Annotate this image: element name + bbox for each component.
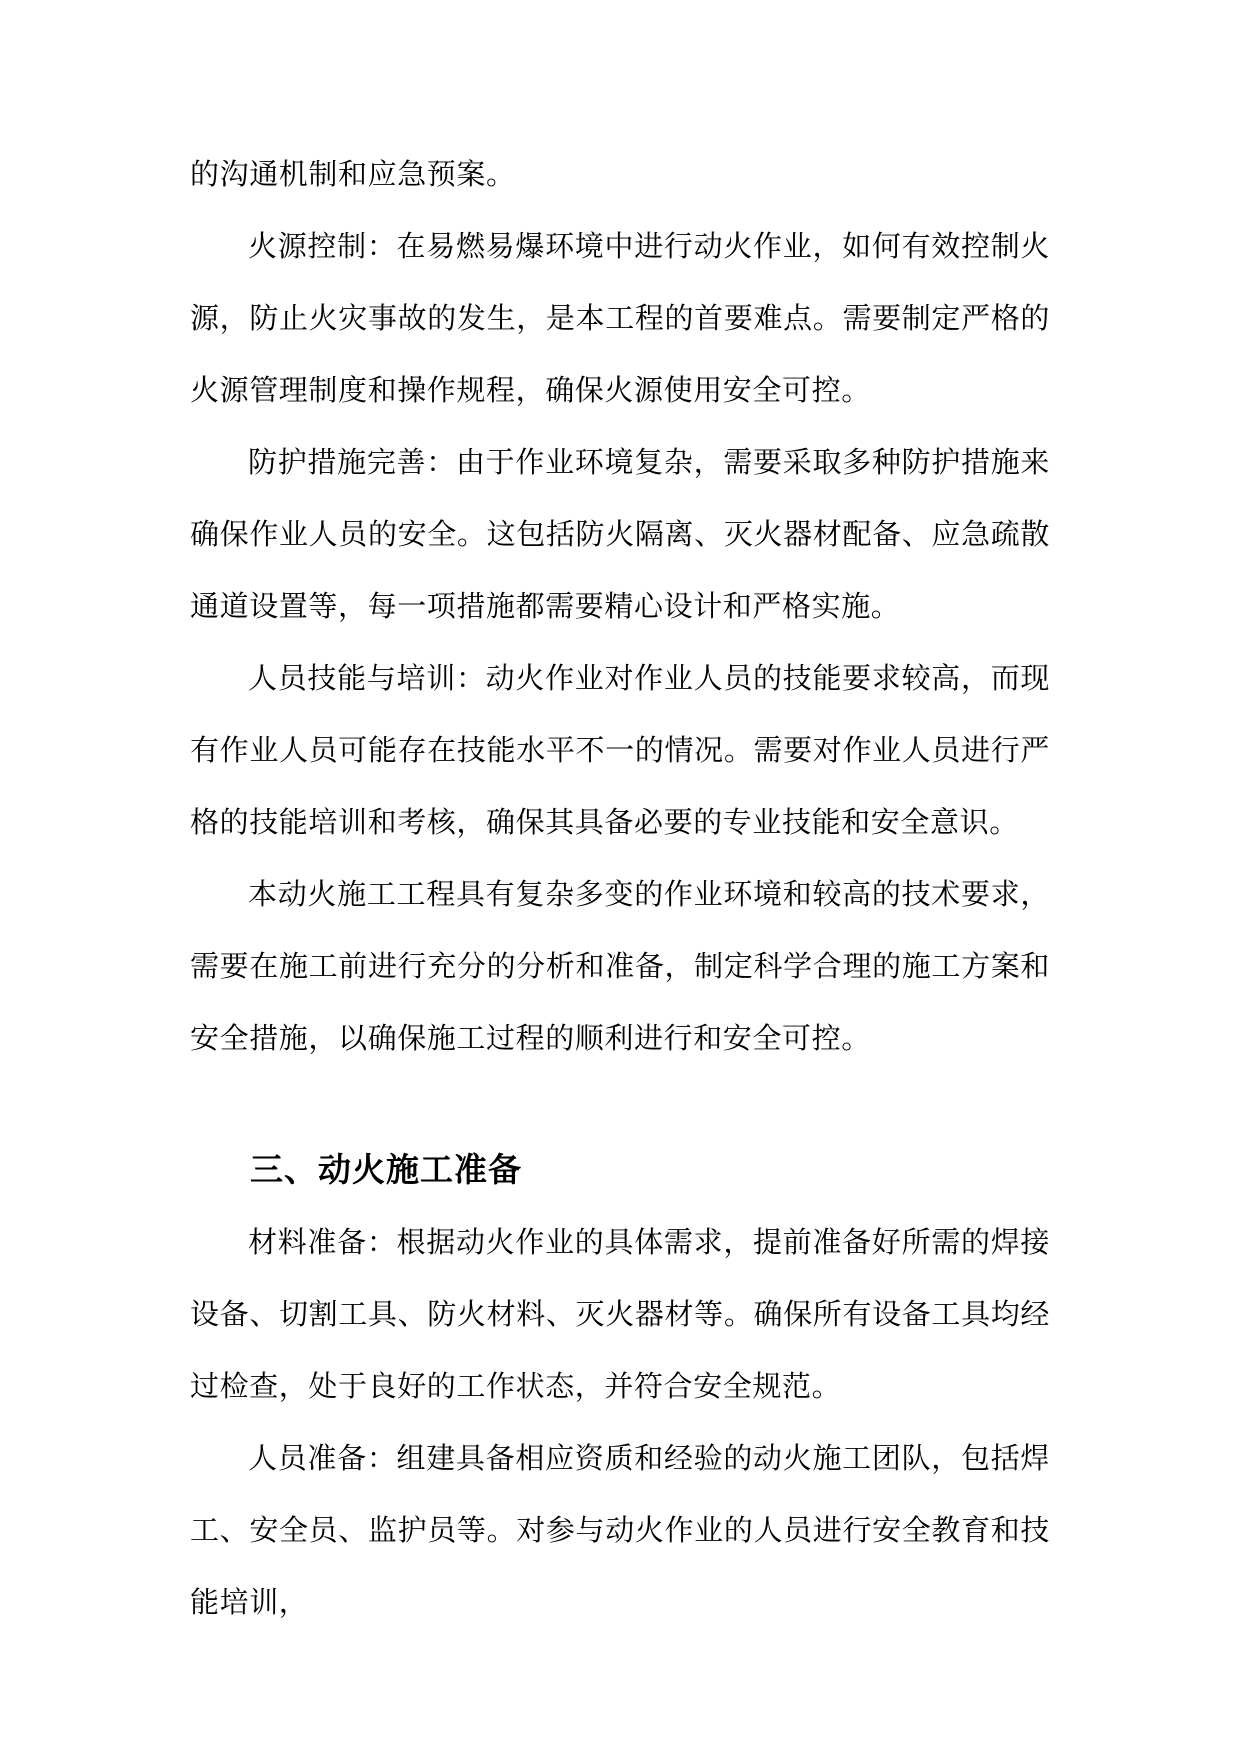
paragraph-continuation: 的沟通机制和应急预案。 bbox=[190, 157, 516, 191]
paragraph-protective-measures: 防护措施完善：由于作业环境复杂，需要采取多种防护措施来确保作业人员的安全。这包括防火隔离、灭火器材配备、应急疏散通道设置等，每一项措施都需要精心设计和严格实施。 bbox=[190, 445, 1050, 623]
paragraph-summary: 本动火施工工程具有复杂多变的作业环境和较高的技术要求，需要在施工前进行充分的分析和准备，制定科学合理的施工方案和安全措施，以确保施工过程的顺利进行和安全可控。 bbox=[190, 877, 1050, 1055]
paragraph-personnel-skills-training: 人员技能与培训：动火作业对作业人员的技能要求较高，而现有作业人员可能存在技能水平不一的情况。需要对作业人员进行严格的技能培训和考核，确保其具备必要的专业技能和安全意识。 bbox=[190, 661, 1050, 839]
paragraph-fire-source-control: 火源控制：在易燃易爆环境中进行动火作业，如何有效控制火源，防止火灾事故的发生，是本工程的首要难点。需要制定严格的火源管理制度和操作规程，确保火源使用安全可控。 bbox=[190, 229, 1050, 407]
document-body bbox=[190, 138, 1050, 1638]
paragraph-personnel-preparation: 人员准备：组建具备相应资质和经验的动火施工团队，包括焊工、安全员、监护员等。对参与动火作业的人员进行安全教育和技能培训， bbox=[190, 1441, 1050, 1619]
section-heading: 三、动火施工准备 bbox=[250, 1150, 522, 1189]
paragraph-material-preparation: 材料准备：根据动火作业的具体需求，提前准备好所需的焊接设备、切割工具、防火材料、灭火器材等。确保所有设备工具均经过检查，处于良好的工作状态，并符合安全规范。 bbox=[190, 1225, 1050, 1403]
